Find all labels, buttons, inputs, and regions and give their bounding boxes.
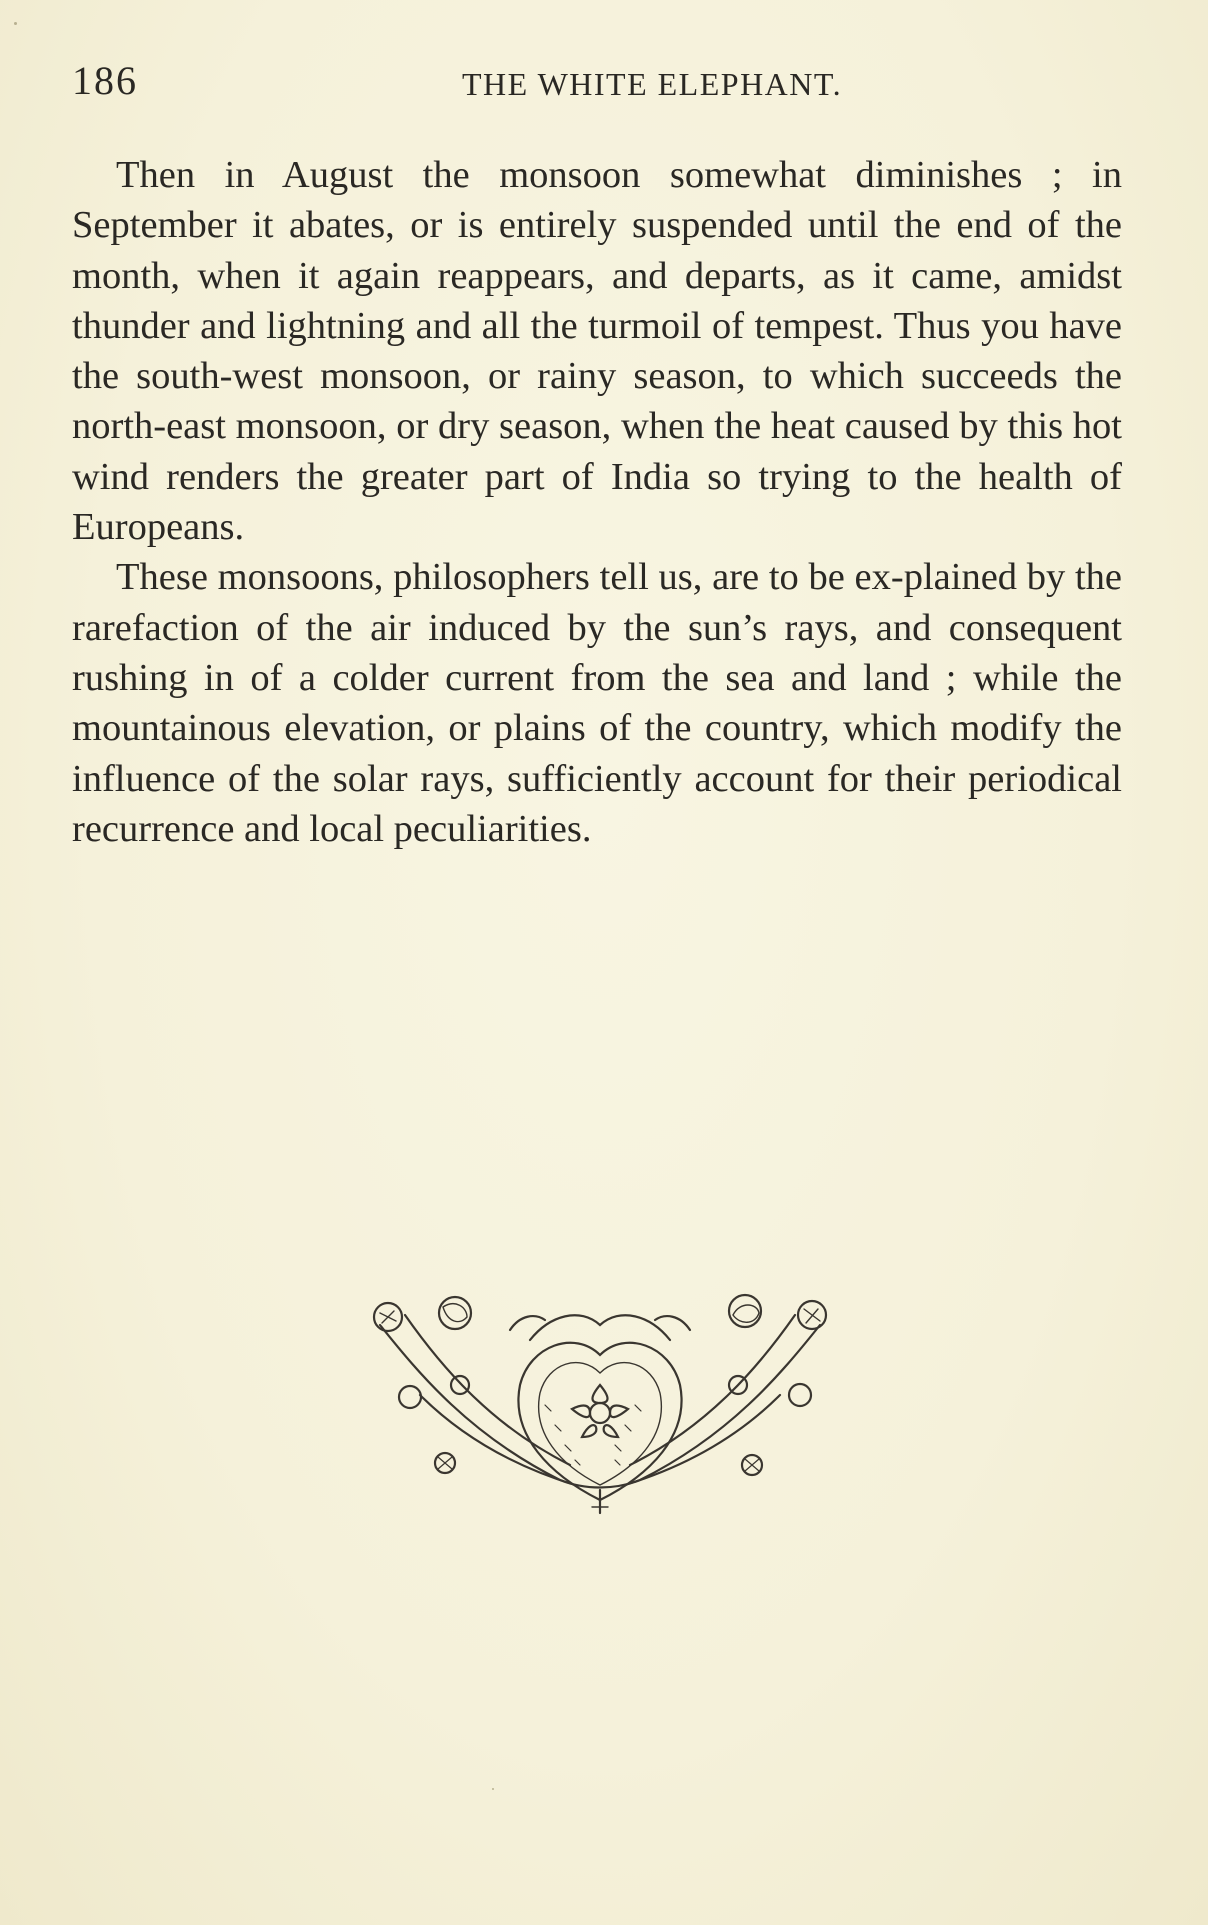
page-number: 186	[72, 58, 138, 103]
paragraph: Then in August the monsoon somewhat diminishes ; in September it abates, or is entirely suspended until the end of the month, when it again reappears, and departs, as it came, amidst thunder and lightning and all the turmoil of tempest. Thus you have the south-west monsoon, or rainy season, to which succeeds the north-east monsoon, or dry season, when the heat caused by this hot wind renders the greater part of India so trying to the health of Europeans.	[72, 154, 1122, 549]
paper-speck	[492, 1788, 494, 1790]
paragraph: These monsoons, philosophers tell us, are to be ex-plained by the rarefaction of the air induced by the sun’s rays, and consequent rushing in of a colder current from the sea and land ; while the mountainous elevation, or plains of the country, which modify the influence of the solar rays, sufficiently account for their periodical recurrence and local peculiarities.	[72, 556, 1122, 850]
body-text	[72, 150, 1122, 854]
running-title: THE WHITE ELEPHANT.	[461, 66, 843, 102]
floral-tailpiece-ornament-icon	[360, 1285, 840, 1515]
paper-speck	[14, 22, 17, 25]
page-header	[72, 56, 1122, 106]
